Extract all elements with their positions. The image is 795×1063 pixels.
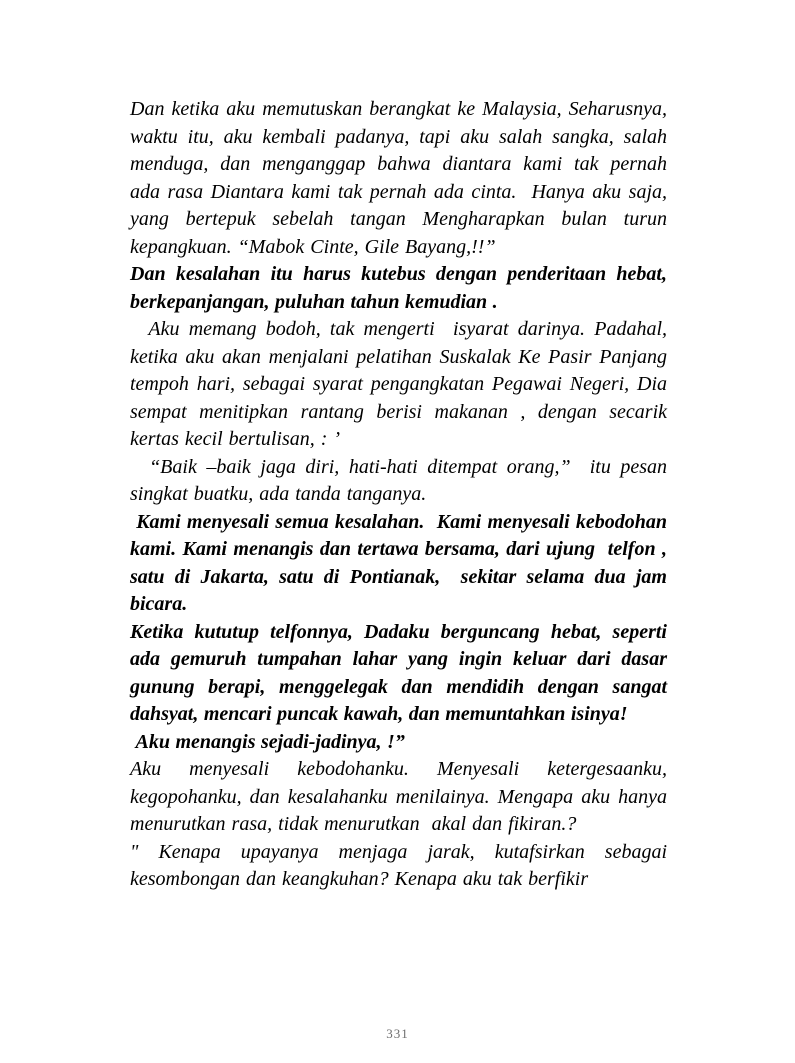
page-text bbox=[130, 96, 680, 894]
page-number: 331 bbox=[386, 1026, 409, 1041]
paragraph: Ketika kututup telfonnya, Dadaku berguncang hebat, seperti ada gemuruh tumpahan lahar yang ingin keluar dari dasar gunung berapi, menggelegak dan mendidih dengan sangat dahsyat, mencari puncak kawah, dan memuntahkan isinya! bbox=[130, 620, 673, 725]
paragraph: Aku menangis sejadi-jadinya, !” bbox=[130, 730, 405, 753]
paragraph: Aku memang bodoh, tak mengerti isyarat darinya. Padahal, ketika aku akan menjalani pelatihan Suskalak Ke Pasir Panjang tempoh hari, sebagai syarat pengangkatan Pegawai Negeri, Dia sempat menitipkan rantang berisi makanan , dengan secarik kertas kecil bertulisan, : ’ bbox=[130, 318, 674, 450]
paragraph: Dan ketika aku memutuskan berangkat ke Malaysia, Seharusnya, waktu itu, aku kembali padanya, tapi aku salah sangka, salah menduga, dan menganggap bahwa diantara kami tak pernah ada rasa Diantara kami tak pernah ada cinta. Hanya aku saja, yang bertepuk sebelah tangan Mengharapkan bulan turun kepangkuan. “Mabok Cinte, Gile Bayang,!!” bbox=[130, 98, 679, 258]
paragraph: Kami menyesali semua kesalahan. Kami menyesali kebodohan kami. Kami menangis dan tertawa bersama, dari ujung telfon , satu di Jakarta, satu di Pontianak, sekitar selama dua jam bicara. bbox=[130, 510, 673, 615]
paragraph: Dan kesalahan itu harus kutebus dengan penderitaan hebat, berkepanjangan, puluhan tahun kemudian . bbox=[130, 263, 673, 313]
paragraph: “Baik –baik jaga diri, hati-hati ditempat orang,” itu pesan singkat buatku, ada tanda tanganya. bbox=[130, 455, 680, 505]
paragraph: Aku menyesali kebodohanku. Menyesali ketergesaanku, kegopohanku, dan kesalahanku menilainya. Mengapa aku hanya menurutkan rasa, tidak menurutkan akal dan fikiran.? bbox=[130, 758, 673, 835]
paragraph: " Kenapa upayanya menjaga jarak, kutafsirkan sebagai kesombongan dan keangkuhan? Kenapa aku tak berfikir bbox=[130, 840, 673, 890]
